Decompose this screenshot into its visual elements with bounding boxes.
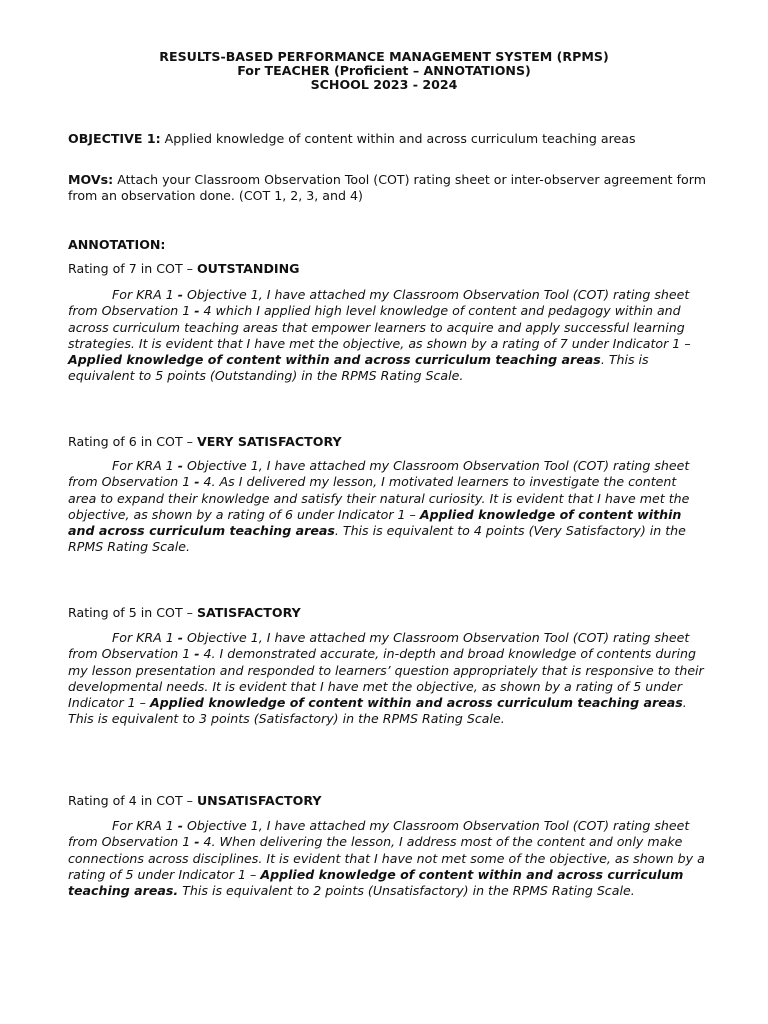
annotation-label: ANNOTATION: [68, 237, 166, 252]
rating-heading-prefix: Rating of 5 in COT – [68, 605, 197, 620]
rating-heading [68, 261, 708, 277]
header-school-year: SCHOOL 2023 - 2024 [310, 77, 458, 92]
paragraph-text: Objective 1, I have attached my Classroom Observation Tool (COT) rating sheet from Observation 1 [68, 287, 690, 319]
objective-label: OBJECTIVE 1: [68, 131, 161, 146]
paragraph-text: Objective 1, I have attached my Classroom Observation Tool (COT) rating sheet from Observation 1 [68, 630, 690, 662]
paragraph-text: . This is equivalent to 4 points (Very Satisfactory) in the RPMS Rating Scale. [68, 523, 686, 555]
paragraph-text: This is equivalent to 2 points (Unsatisfactory) in the RPMS Rating Scale. [178, 883, 635, 899]
paragraph-dash: - [194, 303, 200, 319]
paragraph-text: . This is equivalent to 5 points (Outstanding) in the RPMS Rating Scale. [68, 352, 649, 384]
paragraph-dash: - [194, 646, 200, 662]
rating-heading [68, 793, 708, 809]
rating-heading [68, 434, 708, 450]
paragraph-text: 4. I demonstrated accurate, in-depth and broad knowledge of contents during my lesson presentation and responded to learners’ question appropriately that is responsive to their developmental needs. It is evident that I have met the objective, as shown by a rating of 5 under Indicator 1 – [68, 646, 704, 711]
rating-heading-prefix: Rating of 6 in COT – [68, 434, 197, 449]
paragraph-dash: - [177, 287, 184, 302]
rating-level: OUTSTANDING [196, 261, 300, 276]
paragraph-text: For KRA 1 [112, 630, 178, 645]
header-subtitle: For TEACHER (Proficient – ANNOTATIONS) [237, 63, 531, 78]
header-title: RESULTS-BASED PERFORMANCE MANAGEMENT SYSTEM (RPMS) [159, 49, 609, 64]
rating-paragraph [68, 818, 708, 899]
paragraph-text: 4. As I delivered my lesson, I motivated learners to investigate the content area to expand their knowledge and satisfy their natural curiosity. It is evident that I have met the objective, as shown by a rating of 6 under Indicator 1 – [68, 474, 690, 522]
rating-paragraph [68, 458, 708, 556]
paragraph-dash: - [177, 630, 184, 645]
rating-heading-prefix: Rating of 4 in COT – [68, 793, 197, 808]
objective-section [68, 131, 708, 147]
rating-paragraph [68, 287, 708, 385]
indicator-text: Applied knowledge of content within and across curriculum teaching areas [68, 506, 682, 539]
objective-text: Applied knowledge of content within and across curriculum teaching areas [160, 131, 636, 146]
movs-label: MOVs: [68, 172, 114, 187]
paragraph-text: For KRA 1 [112, 287, 178, 302]
rating-level: SATISFACTORY [196, 605, 301, 620]
rating-level: VERY SATISFACTORY [196, 434, 342, 449]
paragraph-text: 4. When delivering the lesson, I address most of the content and only make connections across disciplines. It is evident that I have not met some of the objective, as shown by a rating of 5 under Indicator 1 – [68, 834, 705, 882]
rating-level: UNSATISFACTORY [196, 793, 322, 808]
paragraph-text: 4 which I applied high level knowledge of content and pedagogy within and across curriculum teaching areas that empower learners to acquire and apply successful learning strategies. It is evident that I have met the objective, as shown by a rating of 7 under Indicator 1 – [68, 303, 691, 351]
paragraph-text: . This is equivalent to 3 points (Satisfactory) in the RPMS Rating Scale. [68, 695, 687, 727]
paragraph-dash: - [194, 834, 200, 850]
paragraph-text: For KRA 1 [112, 818, 178, 833]
paragraph-text: Objective 1, I have attached my Classroom Observation Tool (COT) rating sheet from Observation 1 [68, 818, 690, 850]
paragraph-dash: - [177, 458, 184, 473]
indicator-text: Applied knowledge of content within and across curriculum teaching areas [68, 352, 601, 368]
indicator-text: Applied knowledge of content within and across curriculum teaching areas. [68, 866, 684, 899]
rating-heading-prefix: Rating of 7 in COT – [68, 261, 197, 276]
rating-heading [68, 605, 708, 621]
movs-text: Attach your Classroom Observation Tool (COT) rating sheet or inter-observer agreement form from an observation done. (COT 1, 2, 3, and 4) [68, 172, 706, 204]
rating-paragraph [68, 630, 708, 728]
document-header [0, 50, 768, 92]
movs-section [68, 172, 708, 205]
paragraph-dash: - [194, 474, 200, 490]
paragraph-dash: - [177, 818, 184, 833]
paragraph-text: For KRA 1 [112, 458, 178, 473]
indicator-text: Applied knowledge of content within and across curriculum teaching areas [149, 695, 683, 711]
paragraph-text: Objective 1, I have attached my Classroom Observation Tool (COT) rating sheet from Observation 1 [68, 458, 690, 490]
